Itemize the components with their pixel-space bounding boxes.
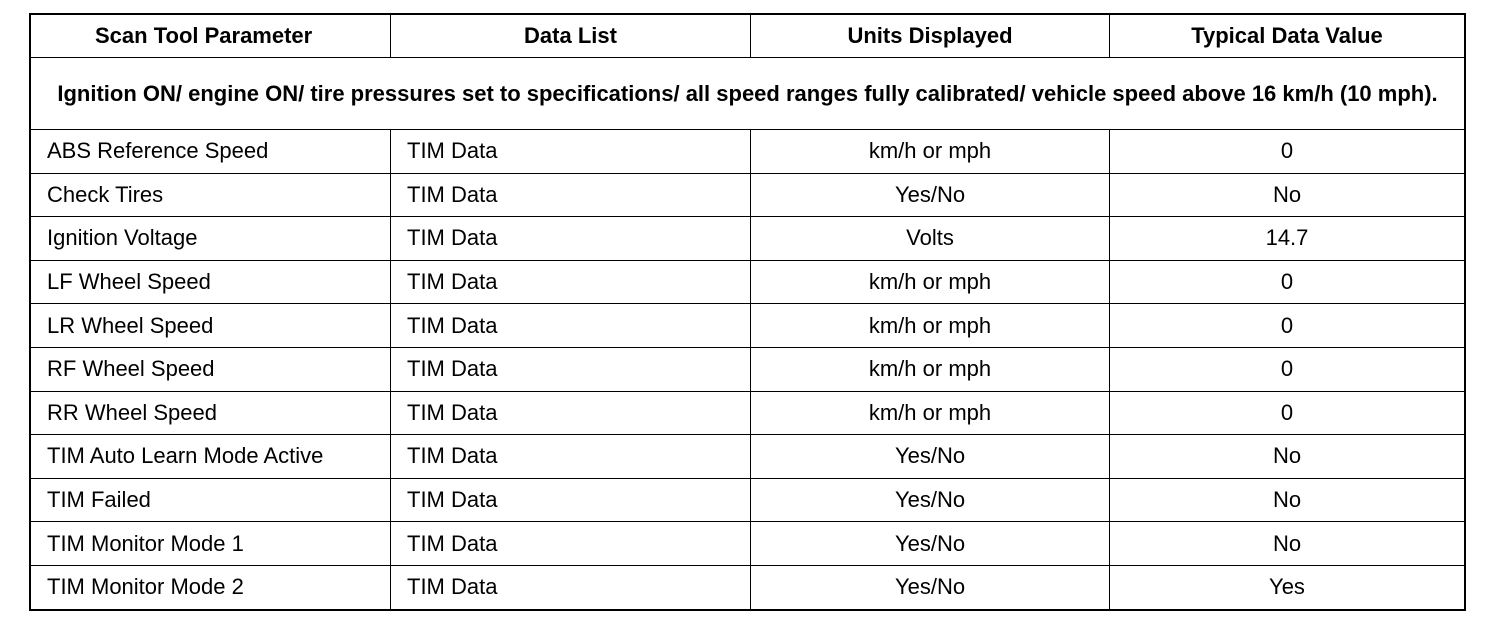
units-cell: Volts	[750, 217, 1109, 260]
data-list-cell: TIM Data	[390, 174, 750, 217]
table-row	[31, 260, 1464, 304]
data-list-cell: TIM Data	[390, 479, 750, 522]
value-cell: 0	[1109, 348, 1464, 391]
table-row	[31, 347, 1464, 391]
table-row	[31, 129, 1464, 173]
value-cell: 0	[1109, 130, 1464, 173]
header-typical-data-value: Typical Data Value	[1109, 15, 1464, 57]
units-cell: km/h or mph	[750, 261, 1109, 304]
value-cell: 0	[1109, 261, 1464, 304]
table-row	[31, 478, 1464, 522]
data-list-cell: TIM Data	[390, 435, 750, 478]
parameter-cell: Ignition Voltage	[47, 225, 198, 251]
units-cell: Yes/No	[750, 479, 1109, 522]
parameter-cell: LF Wheel Speed	[47, 269, 211, 295]
data-list-cell: TIM Data	[390, 217, 750, 260]
scan-tool-data-table	[29, 13, 1466, 611]
parameter-cell: ABS Reference Speed	[47, 138, 269, 164]
parameter-cell: RF Wheel Speed	[47, 356, 215, 382]
table-row	[31, 303, 1464, 347]
value-cell: No	[1109, 174, 1464, 217]
units-cell: Yes/No	[750, 174, 1109, 217]
units-cell: km/h or mph	[750, 130, 1109, 173]
table-row	[31, 565, 1464, 609]
table-row	[31, 434, 1464, 478]
value-cell: 0	[1109, 304, 1464, 347]
units-cell: km/h or mph	[750, 392, 1109, 435]
data-list-cell: TIM Data	[390, 304, 750, 347]
data-list-cell: TIM Data	[390, 522, 750, 565]
value-cell: No	[1109, 522, 1464, 565]
parameter-cell: TIM Auto Learn Mode Active	[47, 443, 324, 469]
table-row	[31, 521, 1464, 565]
value-cell: Yes	[1109, 566, 1464, 609]
data-list-cell: TIM Data	[390, 261, 750, 304]
header-scan-tool-parameter: Scan Tool Parameter	[95, 23, 313, 48]
parameter-cell: TIM Monitor Mode 2	[47, 574, 244, 600]
table-header-row	[31, 15, 1464, 57]
data-list-cell: TIM Data	[390, 392, 750, 435]
parameter-cell: TIM Monitor Mode 1	[47, 530, 244, 556]
data-list-cell: TIM Data	[390, 130, 750, 173]
data-list-cell: TIM Data	[390, 566, 750, 609]
parameter-cell: TIM Failed	[47, 487, 151, 513]
parameter-cell: RR Wheel Speed	[47, 399, 217, 425]
units-cell: Yes/No	[750, 566, 1109, 609]
units-cell: km/h or mph	[750, 348, 1109, 391]
value-cell: No	[1109, 479, 1464, 522]
table-row	[31, 216, 1464, 260]
table-row	[31, 391, 1464, 435]
data-list-cell: TIM Data	[390, 348, 750, 391]
value-cell: No	[1109, 435, 1464, 478]
test-condition-row: Ignition ON/ engine ON/ tire pressures set to specifications/ all speed ranges fully calibrated/ vehicle speed above 16 km/h (10 mph).	[31, 57, 1464, 129]
units-cell: km/h or mph	[750, 304, 1109, 347]
units-cell: Yes/No	[750, 435, 1109, 478]
header-data-list: Data List	[390, 15, 750, 57]
units-cell: Yes/No	[750, 522, 1109, 565]
parameter-cell: Check Tires	[47, 181, 164, 207]
value-cell: 14.7	[1109, 217, 1464, 260]
value-cell: 0	[1109, 392, 1464, 435]
header-units-displayed: Units Displayed	[750, 15, 1109, 57]
table-row	[31, 173, 1464, 217]
parameter-cell: LR Wheel Speed	[47, 312, 214, 338]
